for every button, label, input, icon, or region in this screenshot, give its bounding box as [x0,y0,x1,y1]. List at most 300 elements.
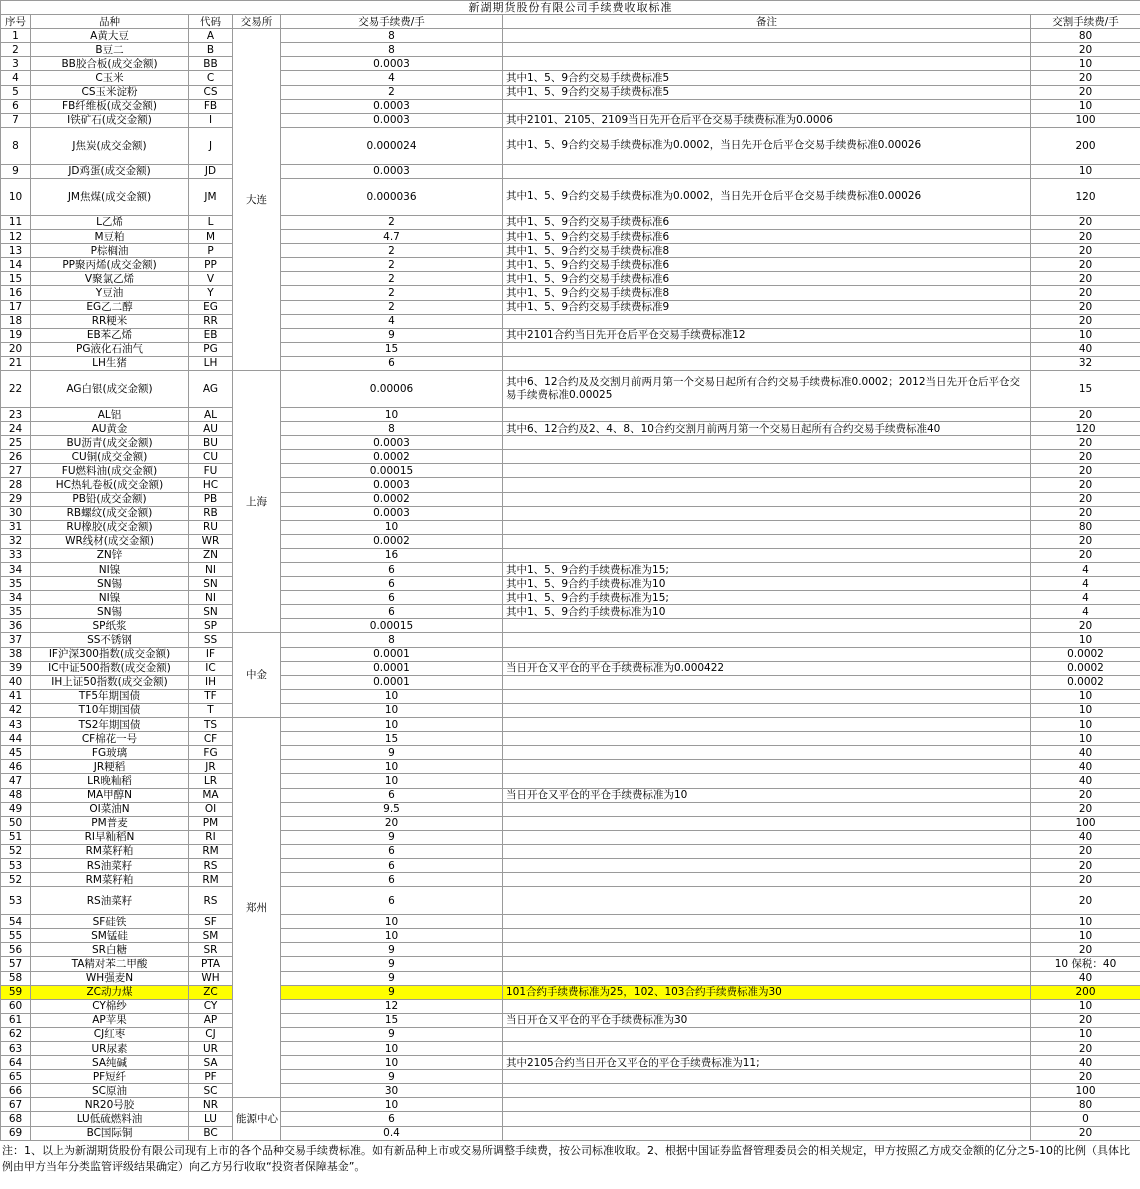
trade-fee: 15 [281,732,503,746]
trade-fee: 6 [281,858,503,872]
row-number: 28 [1,478,31,492]
product-name: C玉米 [31,71,189,85]
remark [503,858,1031,872]
product-code: OI [189,802,233,816]
remark [503,971,1031,985]
footnote [0,1143,1138,1175]
product-name: ZC动力煤 [31,985,189,999]
row-number: 9 [1,164,31,178]
table-row [1,1126,1140,1140]
remark [503,29,1031,43]
delivery-fee: 20 [1031,506,1140,520]
trade-fee: 2 [281,300,503,314]
table-row [1,873,1140,887]
exchange-cell: 郑州 [233,718,281,1098]
row-number: 48 [1,788,31,802]
table-row [1,788,1140,802]
table-row [1,43,1140,57]
trade-fee: 0.0003 [281,436,503,450]
trade-fee: 4.7 [281,230,503,244]
delivery-fee: 10 [1031,718,1140,732]
delivery-fee: 20 [1031,548,1140,562]
product-code: P [189,244,233,258]
product-name: SP纸浆 [31,619,189,633]
delivery-fee: 80 [1031,520,1140,534]
product-name: RU橡胶(成交金额) [31,520,189,534]
trade-fee: 10 [281,1042,503,1056]
product-name: WR线材(成交金额) [31,534,189,548]
product-name: PM普麦 [31,816,189,830]
trade-fee: 9 [281,830,503,844]
table-row [1,746,1140,760]
row-number: 22 [1,370,31,407]
remark: 101合约手续费标准为25，102、103合约手续费标准为30 [503,985,1031,999]
remark: 当日开仓又平仓的平仓手续费标准为10 [503,788,1031,802]
remark: 其中1、5、9合约交易手续费标准5 [503,71,1031,85]
delivery-fee: 10 [1031,164,1140,178]
remark [503,647,1031,661]
delivery-fee: 4 [1031,591,1140,605]
trade-fee: 0.0002 [281,534,503,548]
product-name: JM焦煤(成交金额) [31,178,189,215]
table-row [1,563,1140,577]
row-number: 46 [1,760,31,774]
remark: 其中1、5、9合约手续费标准为15; [503,563,1031,577]
row-number: 34 [1,591,31,605]
product-code: LU [189,1112,233,1126]
remark: 当日开仓又平仓的平仓手续费标准为0.000422 [503,661,1031,675]
remark: 其中1、5、9合约手续费标准为10 [503,577,1031,591]
remark [503,844,1031,858]
remark [503,407,1031,421]
table-row [1,356,1140,370]
table-row [1,286,1140,300]
table-row [1,314,1140,328]
remark: 其中1、5、9合约交易手续费标准8 [503,244,1031,258]
table-row [1,689,1140,703]
delivery-fee: 10 [1031,633,1140,647]
product-name: EB苯乙烯 [31,328,189,342]
delivery-fee: 100 [1031,1084,1140,1098]
product-code: I [189,113,233,127]
product-code: ZN [189,548,233,562]
table-row [1,178,1140,215]
row-number: 68 [1,1112,31,1126]
row-number: 11 [1,215,31,229]
table-row [1,244,1140,258]
trade-fee: 6 [281,873,503,887]
delivery-fee: 20 [1031,258,1140,272]
product-name: AG白银(成交金额) [31,370,189,407]
product-code: AU [189,422,233,436]
product-code: NI [189,591,233,605]
row-number: 59 [1,985,31,999]
trade-fee: 8 [281,29,503,43]
product-code: V [189,272,233,286]
trade-fee: 8 [281,422,503,436]
product-name: SM锰硅 [31,929,189,943]
trade-fee: 12 [281,999,503,1013]
col-header: 代码 [189,15,233,29]
product-code: LH [189,356,233,370]
row-number: 49 [1,802,31,816]
trade-fee: 2 [281,272,503,286]
row-number: 34 [1,563,31,577]
product-name: RB螺纹(成交金额) [31,506,189,520]
trade-fee: 30 [281,1084,503,1098]
row-number: 15 [1,272,31,286]
product-code: ZC [189,985,233,999]
product-name: A黄大豆 [31,29,189,43]
exchange-cell: 上海 [233,370,281,633]
row-number: 64 [1,1056,31,1070]
product-name: BB胶合板(成交金额) [31,57,189,71]
trade-fee: 0.00015 [281,619,503,633]
delivery-fee: 10 [1031,57,1140,71]
remark [503,689,1031,703]
product-code: WR [189,534,233,548]
product-code: RM [189,873,233,887]
table-row [1,605,1140,619]
product-code: LR [189,774,233,788]
table-row [1,370,1140,407]
trade-fee: 0.0003 [281,57,503,71]
product-name: FB纤维板(成交金额) [31,99,189,113]
product-name: M豆粕 [31,230,189,244]
delivery-fee: 200 [1031,127,1140,164]
product-name: AP苹果 [31,1013,189,1027]
table-row [1,215,1140,229]
product-code: B [189,43,233,57]
trade-fee: 0.0003 [281,506,503,520]
delivery-fee: 20 [1031,85,1140,99]
delivery-fee: 80 [1031,29,1140,43]
product-code: EG [189,300,233,314]
remark [503,548,1031,562]
remark [503,802,1031,816]
product-name: FG玻璃 [31,746,189,760]
product-code: PM [189,816,233,830]
trade-fee: 20 [281,816,503,830]
product-code: FG [189,746,233,760]
remark: 其中1、5、9合约交易手续费标准8 [503,286,1031,300]
row-number: 42 [1,703,31,717]
table-row [1,1070,1140,1084]
table-row [1,85,1140,99]
product-name: TA精对苯二甲酸 [31,957,189,971]
table-row [1,57,1140,71]
product-code: HC [189,478,233,492]
row-number: 55 [1,929,31,943]
product-name: I铁矿石(成交金额) [31,113,189,127]
remark [503,164,1031,178]
remark: 其中1、5、9合约手续费标准为10 [503,605,1031,619]
product-code: RU [189,520,233,534]
product-name: RS油菜籽 [31,858,189,872]
trade-fee: 0.0003 [281,99,503,113]
product-code: A [189,29,233,43]
row-number: 65 [1,1070,31,1084]
row-number: 26 [1,450,31,464]
product-code: SS [189,633,233,647]
table-row [1,732,1140,746]
product-name: AL铝 [31,407,189,421]
table-row [1,328,1140,342]
product-code: AG [189,370,233,407]
trade-fee: 6 [281,577,503,591]
trade-fee: 15 [281,1013,503,1027]
delivery-fee: 20 [1031,272,1140,286]
row-number: 54 [1,915,31,929]
trade-fee: 6 [281,1112,503,1126]
product-name: JD鸡蛋(成交金额) [31,164,189,178]
table-row [1,591,1140,605]
trade-fee: 0.00006 [281,370,503,407]
trade-fee: 0.0002 [281,450,503,464]
product-name: UR尿素 [31,1042,189,1056]
product-code: RI [189,830,233,844]
remark [503,99,1031,113]
exchange-cell: 大连 [233,29,281,371]
product-name: BC国际铜 [31,1126,189,1140]
delivery-fee: 20 [1031,802,1140,816]
remark: 其中2105合约当日开仓又平仓的平仓手续费标准为11; [503,1056,1031,1070]
remark: 其中6、12合约及2、4、8、10合约交割月前两月第一个交易日起所有合约交易手续费标准40 [503,422,1031,436]
product-code: L [189,215,233,229]
product-name: TF5年期国债 [31,689,189,703]
remark [503,478,1031,492]
product-code: T [189,703,233,717]
table-row [1,816,1140,830]
product-code: CJ [189,1027,233,1041]
table-row [1,985,1140,999]
product-code: RR [189,314,233,328]
product-name: SN锡 [31,577,189,591]
delivery-fee: 20 [1031,215,1140,229]
product-name: PP聚丙烯(成交金额) [31,258,189,272]
delivery-fee: 40 [1031,774,1140,788]
row-number: 29 [1,492,31,506]
row-number: 52 [1,873,31,887]
row-number: 13 [1,244,31,258]
trade-fee: 9 [281,985,503,999]
trade-fee: 9 [281,971,503,985]
delivery-fee: 100 [1031,113,1140,127]
remark: 其中6、12合约及及交割月前两月第一个交易日起所有合约交易手续费标准0.0002；2012当日先开仓后平仓交易手续费标准0.00025 [503,370,1031,407]
row-number: 30 [1,506,31,520]
delivery-fee: 200 [1031,985,1140,999]
product-name: SR白糖 [31,943,189,957]
table-row [1,29,1140,43]
product-name: CJ红枣 [31,1027,189,1041]
table-row [1,1027,1140,1041]
row-number: 23 [1,407,31,421]
table-row [1,1042,1140,1056]
product-code: PF [189,1070,233,1084]
delivery-fee: 20 [1031,844,1140,858]
remark [503,718,1031,732]
trade-fee: 10 [281,689,503,703]
remark [503,999,1031,1013]
table-row [1,661,1140,675]
delivery-fee: 20 [1031,887,1140,915]
product-code: SP [189,619,233,633]
product-name: B豆二 [31,43,189,57]
delivery-fee: 10 [1031,999,1140,1013]
trade-fee: 9 [281,957,503,971]
product-code: CU [189,450,233,464]
delivery-fee: 10 [1031,689,1140,703]
trade-fee: 6 [281,887,503,915]
trade-fee: 16 [281,548,503,562]
product-code: TF [189,689,233,703]
delivery-fee: 10 [1031,732,1140,746]
product-code: WH [189,971,233,985]
row-number: 5 [1,85,31,99]
row-number: 47 [1,774,31,788]
product-code: JD [189,164,233,178]
trade-fee: 9 [281,943,503,957]
product-code: SF [189,915,233,929]
table-row [1,971,1140,985]
delivery-fee: 20 [1031,1070,1140,1084]
product-name: LR晚籼稻 [31,774,189,788]
table-row [1,99,1140,113]
row-number: 69 [1,1126,31,1140]
product-code: SC [189,1084,233,1098]
row-number: 61 [1,1013,31,1027]
product-code: CF [189,732,233,746]
product-name: V聚氯乙烯 [31,272,189,286]
trade-fee: 0.0002 [281,492,503,506]
trade-fee: 9.5 [281,802,503,816]
product-code: TS [189,718,233,732]
product-name: CY棉纱 [31,999,189,1013]
delivery-fee: 100 [1031,816,1140,830]
row-number: 35 [1,577,31,591]
table-row [1,915,1140,929]
row-number: 21 [1,356,31,370]
remark [503,1042,1031,1056]
trade-fee: 2 [281,85,503,99]
trade-fee: 8 [281,633,503,647]
row-number: 52 [1,844,31,858]
table-row [1,300,1140,314]
row-number: 51 [1,830,31,844]
row-number: 32 [1,534,31,548]
delivery-fee: 0.0002 [1031,675,1140,689]
delivery-fee: 20 [1031,286,1140,300]
remark [503,436,1031,450]
row-number: 25 [1,436,31,450]
delivery-fee: 10 [1031,99,1140,113]
delivery-fee: 4 [1031,577,1140,591]
row-number: 44 [1,732,31,746]
row-number: 43 [1,718,31,732]
delivery-fee: 40 [1031,746,1140,760]
remark [503,342,1031,356]
row-number: 7 [1,113,31,127]
remark [503,1027,1031,1041]
product-code: SN [189,577,233,591]
product-code: RS [189,858,233,872]
trade-fee: 2 [281,286,503,300]
table-row [1,1013,1140,1027]
trade-fee: 10 [281,718,503,732]
product-name: TS2年期国债 [31,718,189,732]
trade-fee: 6 [281,356,503,370]
col-header: 交易手续费/手 [281,15,503,29]
remark: 其中1、5、9合约交易手续费标准5 [503,85,1031,99]
product-name: J焦炭(成交金额) [31,127,189,164]
remark [503,492,1031,506]
product-code: SM [189,929,233,943]
product-name: NI镍 [31,563,189,577]
remark [503,703,1031,717]
remark [503,506,1031,520]
delivery-fee: 20 [1031,43,1140,57]
remark [503,760,1031,774]
row-number: 50 [1,816,31,830]
header-row [1,15,1140,29]
delivery-fee: 32 [1031,356,1140,370]
table-row [1,164,1140,178]
trade-fee: 10 [281,520,503,534]
product-name: LU低硫燃料油 [31,1112,189,1126]
trade-fee: 0.0003 [281,164,503,178]
delivery-fee: 20 [1031,1013,1140,1027]
table-row [1,887,1140,915]
product-name: AU黄金 [31,422,189,436]
product-code: M [189,230,233,244]
remark [503,1084,1031,1098]
table-row [1,858,1140,872]
table-row [1,230,1140,244]
row-number: 40 [1,675,31,689]
table-row [1,718,1140,732]
trade-fee: 2 [281,258,503,272]
row-number: 63 [1,1042,31,1056]
product-code: CY [189,999,233,1013]
product-name: L乙烯 [31,215,189,229]
remark [503,915,1031,929]
product-name: CU铜(成交金额) [31,450,189,464]
product-code: BC [189,1126,233,1140]
delivery-fee: 10 [1031,328,1140,342]
delivery-fee: 20 [1031,858,1140,872]
table-row [1,633,1140,647]
trade-fee: 4 [281,71,503,85]
delivery-fee: 20 [1031,230,1140,244]
table-row [1,943,1140,957]
footnote-text: 注：1、以上为新湖期货股份有限公司现有上市的各个品种交易手续费标准。如有新品种上市或交易所调整手续费，按公司标准收取。2、根据中国证券监督管理委员会的相关规定，甲方按照乙方成交金额的亿分之5-10的比例（具体比例由甲方当年分类监管评级结果确定）向乙方另行收取“投资者保障基金”。 [2,1144,1130,1173]
trade-fee: 6 [281,563,503,577]
table-row [1,450,1140,464]
remark [503,816,1031,830]
delivery-fee: 10 [1031,929,1140,943]
product-code: NI [189,563,233,577]
table-row [1,675,1140,689]
product-code: RB [189,506,233,520]
product-name: EG乙二醇 [31,300,189,314]
delivery-fee: 40 [1031,830,1140,844]
delivery-fee: 20 [1031,450,1140,464]
product-name: SS不锈钢 [31,633,189,647]
delivery-fee: 80 [1031,1098,1140,1112]
delivery-fee: 20 [1031,407,1140,421]
row-number: 20 [1,342,31,356]
delivery-fee: 40 [1031,342,1140,356]
